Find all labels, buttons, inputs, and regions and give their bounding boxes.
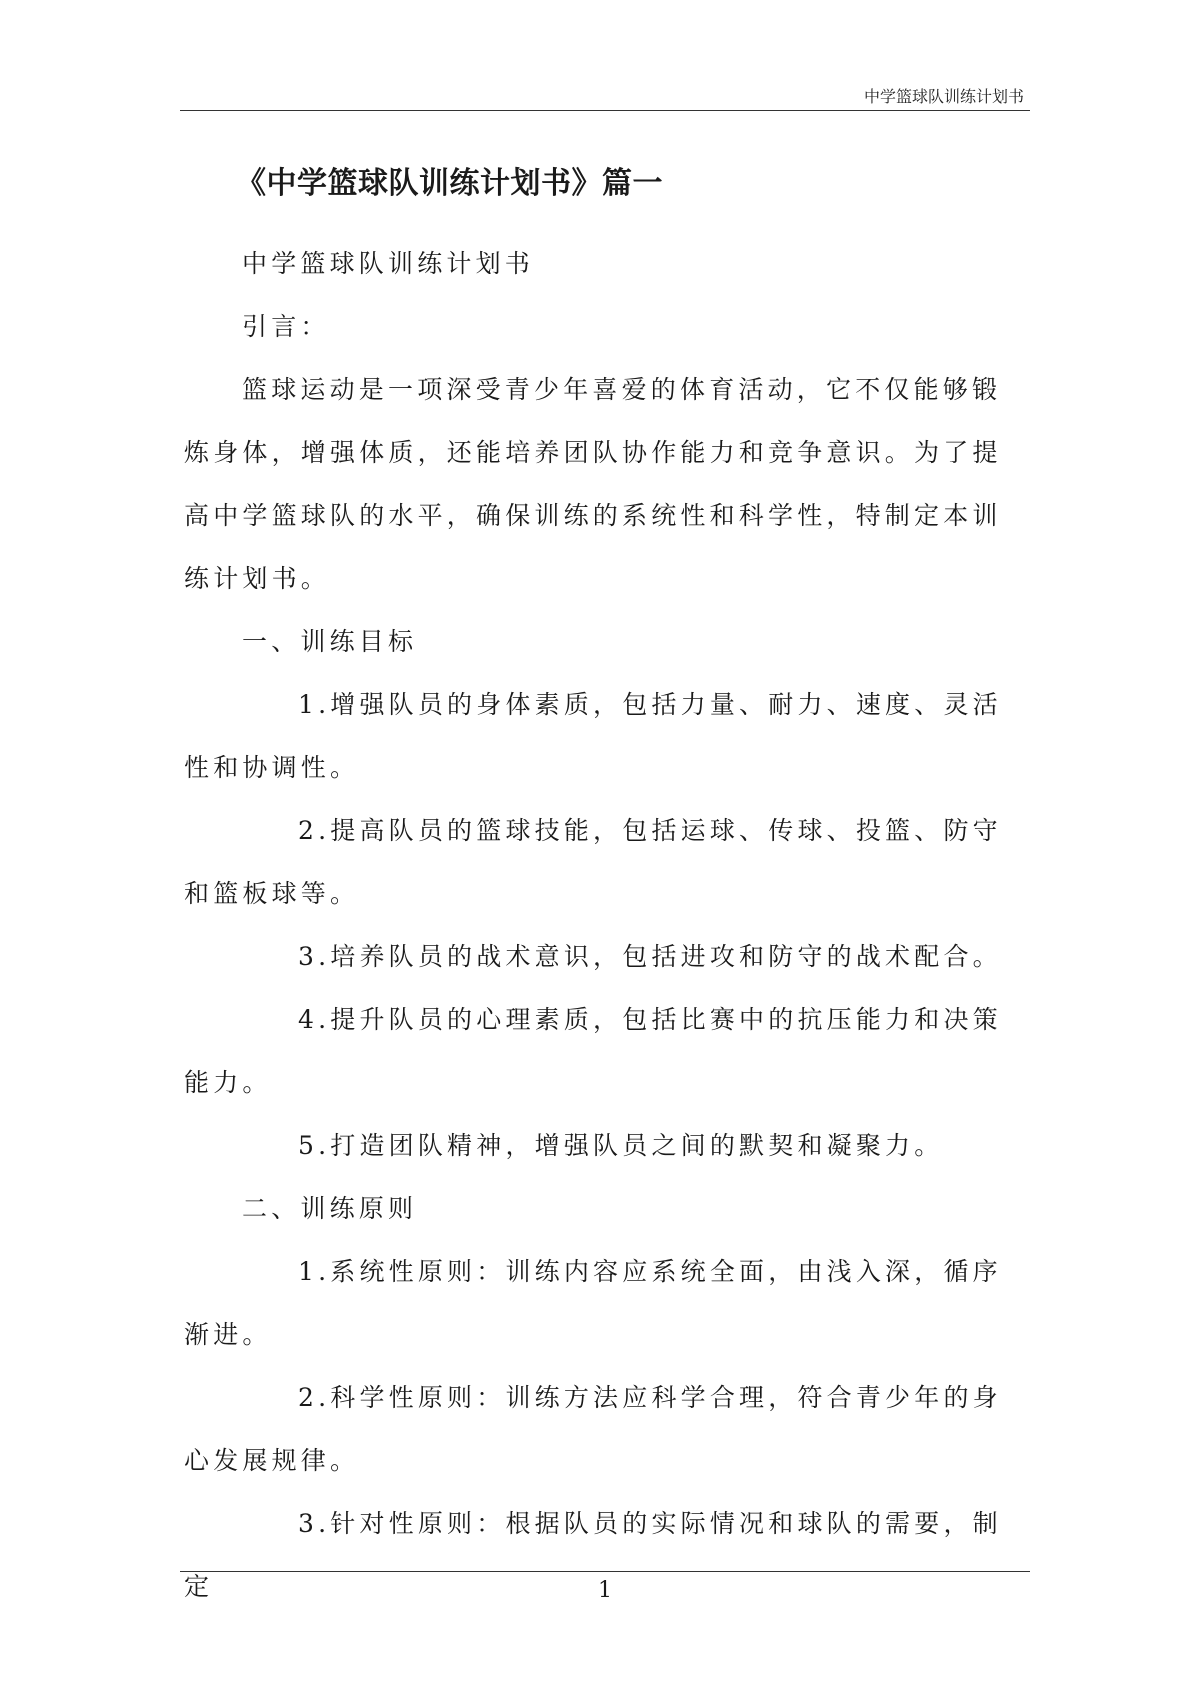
section-heading-goals: 一、训练目标 — [242, 627, 418, 656]
list-item: 3.针对性原则：根据队员的实际情况和球队的需要，制定 — [184, 1509, 1002, 1601]
section-heading-principles: 二、训练原则 — [242, 1194, 418, 1223]
list-item: 5.打造团队精神，增强队员之间的默契和凝聚力。 — [298, 1131, 944, 1160]
list-item: 2.提高队员的篮球技能，包括运球、传球、投篮、防守和篮板球等。 — [184, 816, 1002, 908]
subtitle: 中学篮球队训练计划书 — [242, 249, 535, 278]
list-item: 3.培养队员的战术意识，包括进攻和防守的战术配合。 — [298, 942, 1002, 971]
document-title: 《中学篮球队训练计划书》篇一 — [236, 166, 663, 201]
header-divider — [180, 110, 1030, 111]
list-item: 1.系统性原则：训练内容应系统全面，由浅入深，循序渐进。 — [184, 1257, 1002, 1349]
footer-divider — [180, 1571, 1030, 1572]
list-item: 4.提升队员的心理素质，包括比赛中的抗压能力和决策能力。 — [184, 1005, 1002, 1097]
list-item: 2.科学性原则：训练方法应科学合理，符合青少年的身心发展规律。 — [184, 1383, 1002, 1475]
list-item: 1.增强队员的身体素质，包括力量、耐力、速度、灵活性和协调性。 — [184, 690, 1002, 782]
page-number: 1 — [598, 1578, 612, 1603]
document-body — [184, 232, 1024, 1618]
running-header: 中学篮球队训练计划书 — [863, 87, 1024, 106]
intro-paragraph: 篮球运动是一项深受青少年喜爱的体育活动，它不仅能够锻炼身体，增强体质，还能培养团队协作能力和竞争意识。为了提高中学篮球队的水平，确保训练的系统性和科学性，特制定本训练计划书。 — [184, 375, 1002, 593]
intro-label: 引言： — [242, 312, 330, 341]
